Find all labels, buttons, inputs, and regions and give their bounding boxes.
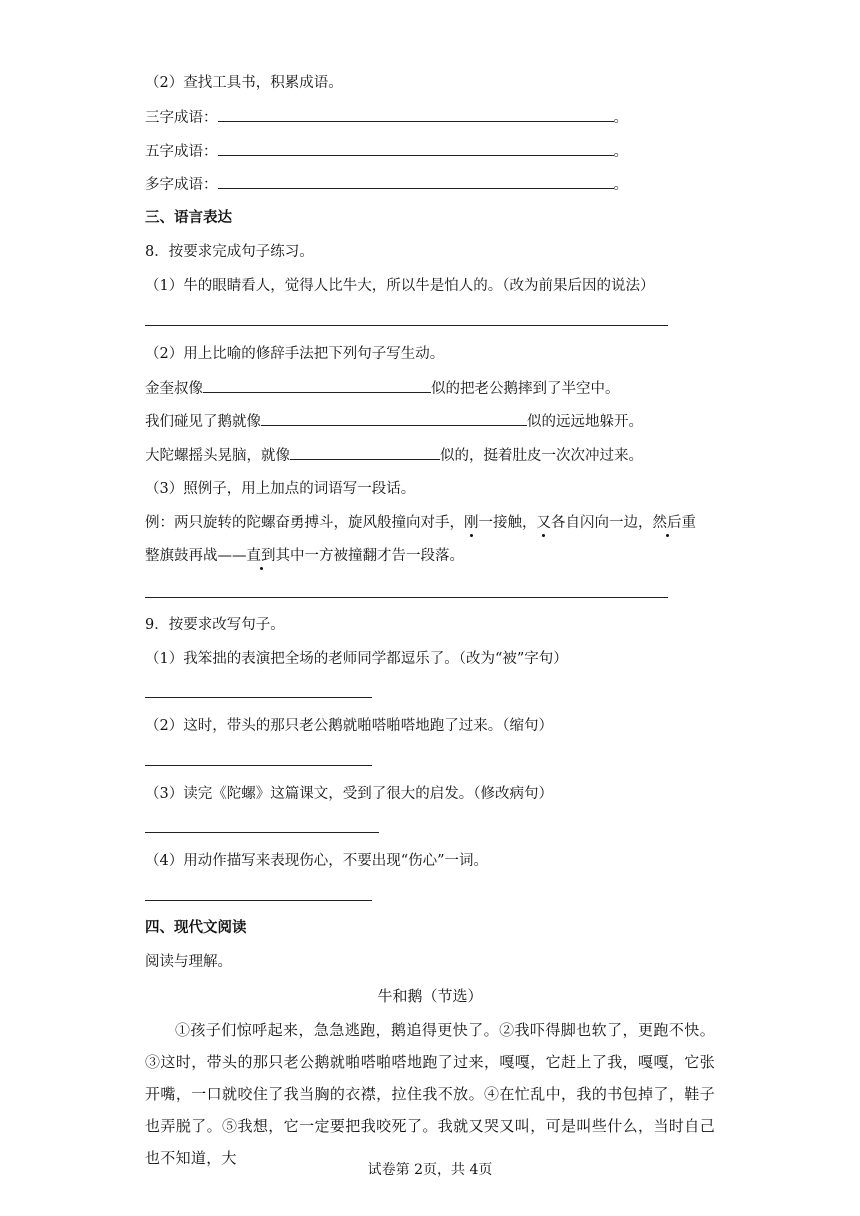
- answer-blank[interactable]: [261, 411, 527, 426]
- dotted-word: 直到: [246, 548, 276, 564]
- q8-sub3: （3）照例子，用上加点的词语写一段话。: [145, 481, 416, 497]
- section-3-heading: 三、语言表达: [145, 209, 232, 226]
- passage-text: ①孩子们惊呼起来，急急逃跑，鹅追得更快了。②我吓得脚也软了，更跑不快。③这时，带头的那只老公鹅就啪嗒啪嗒地跑了过来，嘎嘎，它赶上了我，嘎嘎，它张开嘴，一口就咬住了我当胸的衣襟，拉住我不放。④在忙乱中，我的书包掉了，鞋子也弄脱了。⑤我想，它一定要把我咬死了。我就又哭又叫，可是叫些什么，当时自己也不知道，大: [145, 1021, 715, 1167]
- q7-label-three: 三字成语：: [145, 110, 218, 126]
- answer-blank[interactable]: [290, 445, 440, 460]
- section-4-heading: 四、现代文阅读: [145, 919, 247, 936]
- q8-title: 8．按要求完成句子练习。: [145, 244, 314, 260]
- q9-title: 9．按要求改写句子。: [145, 617, 285, 633]
- simile-c-suffix: 似的，挺着肚皮一次次冲过来。: [440, 448, 643, 464]
- simile-a-suffix: 似的把老公鹅摔到了半空中。: [431, 381, 620, 397]
- answer-line[interactable]: [145, 597, 668, 598]
- page-footer: 试卷第 2页，共 4页: [367, 1162, 493, 1178]
- q7-line-three: [145, 107, 628, 128]
- dotted-word: 又: [536, 515, 551, 531]
- q8-example-line2: [145, 546, 464, 566]
- answer-line[interactable]: [145, 832, 379, 833]
- answer-line[interactable]: [145, 325, 668, 326]
- answer-line[interactable]: [145, 900, 372, 901]
- example-text: 其中一方被撞翻才告一段落。: [275, 548, 464, 564]
- answer-line[interactable]: [145, 697, 372, 698]
- q8-sub2: （2）用上比喻的修辞手法把下列句子写生动。: [145, 346, 445, 362]
- q8-simile-c: [145, 445, 643, 466]
- answer-line[interactable]: [145, 765, 372, 766]
- q8-example-line1: [145, 513, 696, 533]
- example-text: 各自闪向一边，: [551, 515, 653, 531]
- q7-sub2: （2）查找工具书，积累成语。: [145, 75, 343, 91]
- q9-sub3: （3）读完《陀螺》这篇课文，受到了很大的启发。（修改病句）: [145, 786, 553, 802]
- q7-line-five: [145, 141, 628, 162]
- passage-title: 牛和鹅（节选）: [377, 987, 483, 1005]
- dotted-word: 刚: [464, 515, 479, 531]
- answer-blank[interactable]: [218, 107, 614, 122]
- answer-blank[interactable]: [218, 174, 614, 189]
- q9-sub1: （1）我笨拙的表演把全场的老师同学都逗乐了。（改为“被”字句）: [145, 651, 568, 667]
- q7-line-multi: [145, 174, 628, 195]
- dotted-word: 然后: [652, 515, 682, 531]
- q8-sub1: （1）牛的眼睛看人，觉得人比牛大，所以牛是怕人的。（改为前果后因的说法）: [145, 278, 655, 294]
- q7-label-multi: 多字成语：: [145, 177, 218, 193]
- simile-c-prefix: 大陀螺摇头晃脑，就像: [145, 448, 290, 464]
- example-text: 例：两只旋转的陀螺奋勇搏斗，旋风般撞向对手，: [145, 515, 464, 531]
- q7-end: 。: [613, 177, 628, 193]
- q7-end: 。: [613, 144, 628, 160]
- example-text: 整旗鼓再战——: [145, 548, 247, 564]
- simile-a-prefix: 金奎叔像: [145, 381, 203, 397]
- q7-label-five: 五字成语：: [145, 144, 218, 160]
- q7-end: 。: [613, 110, 628, 126]
- reading-intro: 阅读与理解。: [145, 954, 232, 970]
- q8-simile-b: [145, 411, 643, 432]
- simile-b-prefix: 我们碰见了鹅就像: [145, 414, 261, 430]
- answer-blank[interactable]: [203, 378, 431, 393]
- simile-b-suffix: 似的远远地躲开。: [527, 414, 643, 430]
- q8-simile-a: [145, 378, 620, 399]
- example-text: 重: [681, 515, 696, 531]
- q9-sub4: （4）用动作描写来表现伤心，不要出现“伤心”一词。: [145, 853, 489, 869]
- answer-blank[interactable]: [218, 141, 614, 156]
- q9-sub2: （2）这时，带头的那只老公鹅就啪嗒啪嗒地跑了过来。（缩句）: [145, 718, 553, 734]
- example-text: 一接触，: [478, 515, 537, 531]
